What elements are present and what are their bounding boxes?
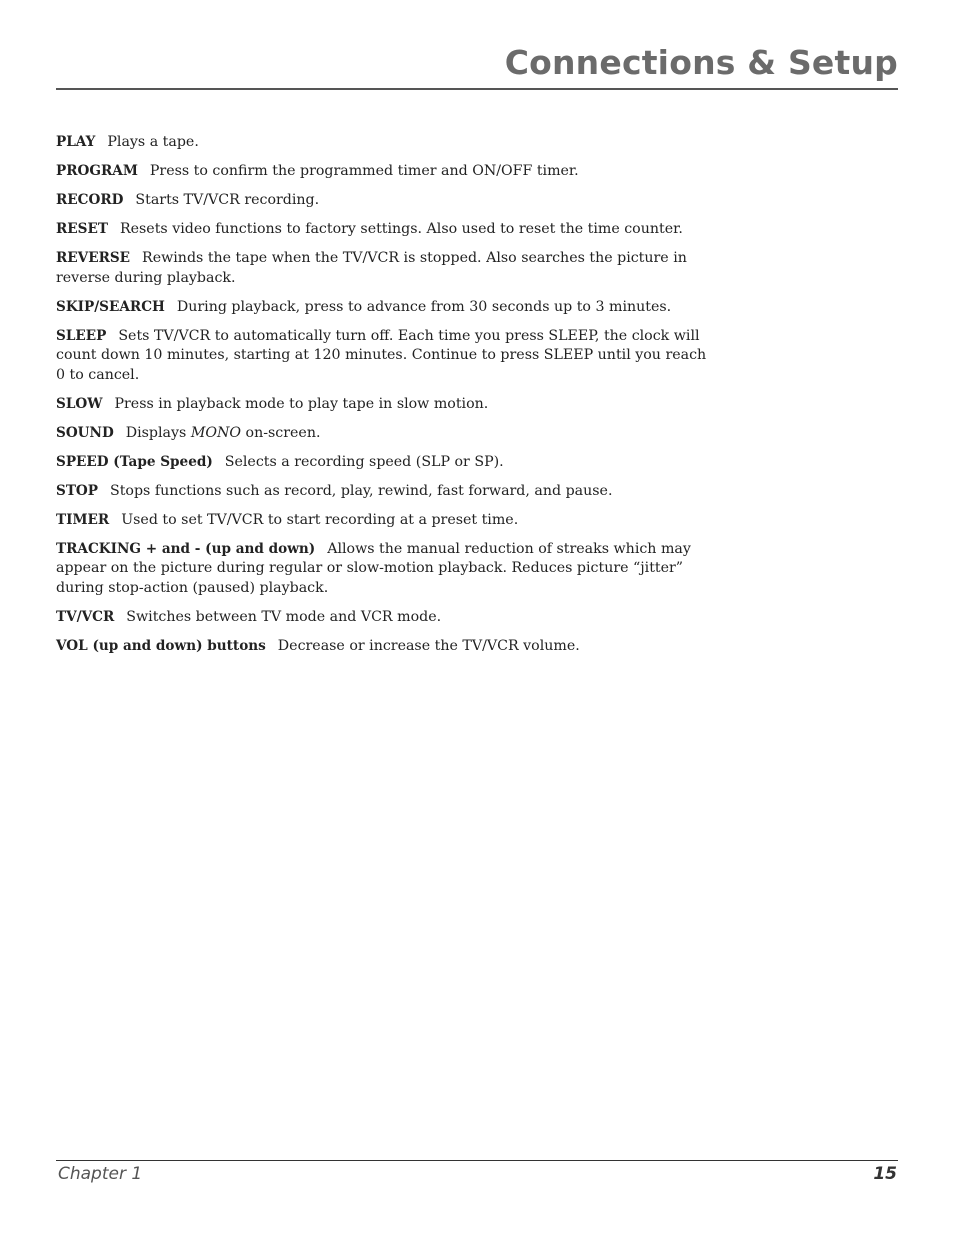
term: TRACKING + and - (up and down) — [56, 540, 316, 557]
description: Selects a recording speed (SLP or SP). — [224, 453, 504, 470]
term: SLEEP — [56, 327, 107, 344]
term: SOUND — [56, 424, 114, 441]
entry-sleep — [56, 327, 712, 386]
definition-list — [56, 133, 712, 666]
term: SLOW — [56, 395, 103, 412]
description: Rewinds the tape when the TV/VCR is stopped. Also searches the picture in reverse during playback. — [56, 250, 687, 286]
description: Decrease or increase the TV/VCR volume. — [277, 637, 580, 654]
description-after: on-screen. — [241, 424, 321, 441]
description: Stops functions such as record, play, rewind, fast forward, and pause. — [110, 482, 613, 499]
term: PROGRAM — [56, 163, 138, 179]
description: Resets video functions to factory settings. Also used to reset the time counter. — [119, 221, 683, 237]
entry-reverse — [56, 249, 712, 288]
entry-record — [56, 191, 712, 211]
description: Switches between TV mode and VCR mode. — [126, 608, 442, 625]
entry-tv-vcr — [56, 608, 712, 628]
description: During playback, press to advance from 30 seconds up to 3 minutes. — [176, 298, 672, 315]
description: Allows the manual reduction of streaks which may appear on the picture during regular or slow-motion playback. Reduces picture “jitter” during stop-action (paused) playback. — [56, 540, 691, 596]
description-italic: MONO — [190, 424, 242, 441]
page-title: Connections & Setup — [504, 43, 898, 82]
description: Used to set TV/VCR to start recording at a preset time. — [121, 511, 519, 528]
description: Press in playback mode to play tape in slow motion. — [114, 395, 489, 412]
entry-vol — [56, 637, 712, 657]
page-number: 15 — [873, 1164, 897, 1184]
entry-reset — [56, 220, 712, 240]
entry-program — [56, 162, 712, 182]
term: RECORD — [56, 192, 124, 208]
entry-stop — [56, 482, 712, 502]
entry-slow — [56, 395, 712, 415]
chapter-label: Chapter 1 — [58, 1164, 143, 1184]
term: REVERSE — [56, 250, 131, 266]
footer-divider — [56, 1160, 898, 1161]
term: SPEED (Tape Speed) — [56, 453, 213, 470]
description-before: Displays — [125, 424, 191, 441]
entry-sound — [56, 424, 712, 444]
description: Sets TV/VCR to automatically turn off. Each time you press SLEEP, the clock will count down 10 minutes, starting at 120 minutes. Continue to press SLEEP until you reach 0 to cancel. — [56, 327, 707, 383]
term: STOP — [56, 482, 98, 499]
term: RESET — [56, 221, 108, 237]
entry-play — [56, 133, 712, 153]
term: VOL (up and down) buttons — [56, 637, 266, 654]
entry-tracking — [56, 540, 712, 599]
term: TIMER — [56, 511, 110, 528]
entry-skip-search — [56, 298, 712, 318]
header-divider — [56, 88, 898, 90]
description: Starts TV/VCR recording. — [135, 192, 320, 208]
term: SKIP/SEARCH — [56, 298, 165, 315]
entry-timer — [56, 511, 712, 531]
term: TV/VCR — [56, 608, 115, 625]
description: Press to confirm the programmed timer and ON/OFF timer. — [149, 163, 579, 179]
entry-speed — [56, 453, 712, 473]
term: PLAY — [56, 134, 96, 150]
description: Plays a tape. — [107, 134, 199, 150]
